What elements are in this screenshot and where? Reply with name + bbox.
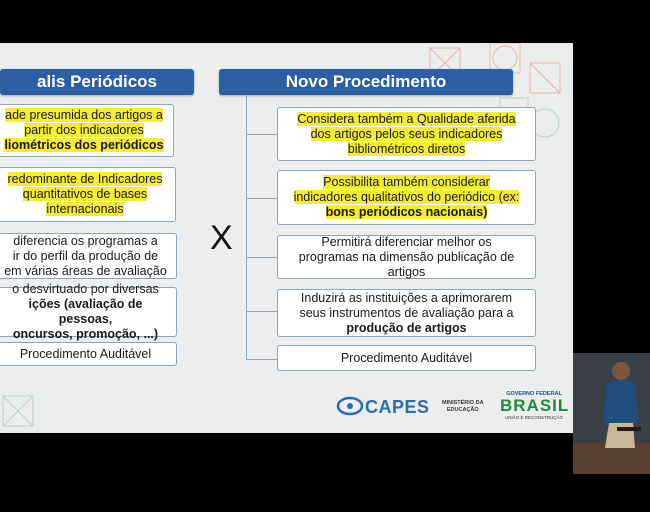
left-box-4-line-2: ições (avaliação de pessoas, (28, 297, 143, 326)
right-box-2 (277, 170, 536, 225)
left-box-2-line-1: redominante de Indicadores (7, 172, 163, 186)
left-box-1 (0, 104, 174, 157)
right-box-2-line-2: indicadores qualitativos do periódico (ex: (293, 190, 520, 204)
decorative-pattern-icon (0, 393, 40, 433)
versus-separator: X (210, 219, 233, 257)
left-box-1-line-3: liométricos dos periódicos (4, 138, 164, 152)
left-box-2-line-3: internacionais (46, 202, 124, 216)
right-box-1-line-1: Considera também a Qualidade aferida (297, 111, 516, 126)
left-header: alis Periódicos (0, 69, 194, 95)
connector-branch (246, 257, 277, 258)
right-box-3-line-2: programas na dimensão publicação de (298, 249, 515, 264)
right-box-1-line-2: dos artigos pelos seus indicadores (310, 126, 503, 141)
right-box-5 (277, 345, 536, 371)
gov-main-text: BRASIL (500, 396, 570, 415)
right-box-5-line-1: Procedimento Auditável (340, 350, 473, 365)
connector-branch (246, 134, 277, 135)
right-box-3-line-1: Permitirá diferenciar melhor os (321, 234, 492, 249)
right-box-1-line-3: bibliométricos diretos (347, 141, 466, 156)
right-box-4-line-1: Induzirá as instituições a aprimorarem (300, 290, 513, 305)
right-box-2-line-3: bons periódicos nacionais) (325, 205, 488, 219)
left-box-5 (0, 342, 177, 366)
left-box-5-line-1: Procedimento Auditável (19, 346, 152, 361)
right-box-4-line-3: produção de artigos (346, 320, 467, 335)
left-box-2-line-2: quantitativos de bases (22, 187, 148, 201)
right-box-3 (277, 235, 536, 279)
connector-branch (246, 359, 277, 360)
capes-logo-text: CAPES (365, 397, 430, 417)
ministry-line-1: MINISTÉRIO DA (442, 400, 484, 406)
right-header: Novo Procedimento (219, 69, 513, 95)
left-box-1-line-1: ade presumida dos artigos a (5, 108, 163, 122)
government-logo (500, 391, 568, 420)
capes-logo-icon (336, 395, 364, 417)
left-box-1-line-2: partir dos indicadores (24, 123, 144, 137)
gov-bottom-text: UNIÃO E RECONSTRUÇÃO (504, 415, 563, 420)
right-box-1 (277, 107, 536, 161)
left-box-2 (0, 167, 176, 222)
ministry-line-2: EDUCAÇÃO (446, 407, 479, 413)
presentation-slide (0, 43, 573, 433)
left-box-3-line-1: diferencia os programas a (13, 233, 158, 248)
right-box-2-line-1: Possibilita também considerar (323, 175, 490, 189)
left-box-3-line-3: em várias áreas de avaliação (4, 263, 167, 278)
right-box-4-line-2: seus instrumentos de avaliação para a (299, 305, 514, 320)
left-box-4 (0, 282, 177, 341)
ministry-logo (442, 400, 484, 414)
speaker-video-icon (573, 353, 650, 474)
left-box-4-line-3: oncursos, promoção, ...) (12, 327, 159, 341)
right-box-3-line-3: artigos (387, 264, 426, 279)
connector-branch (246, 311, 277, 312)
speaker-video (573, 353, 650, 474)
connector-branch (246, 198, 277, 199)
left-box-3 (0, 233, 177, 279)
left-box-4-line-1: o desvirtuado por diversas (12, 282, 159, 296)
right-box-4 (277, 289, 536, 337)
gov-top-text: GOVERNO FEDERAL (506, 391, 562, 397)
left-box-3-line-2: ir do perfil da produção de (12, 248, 159, 263)
